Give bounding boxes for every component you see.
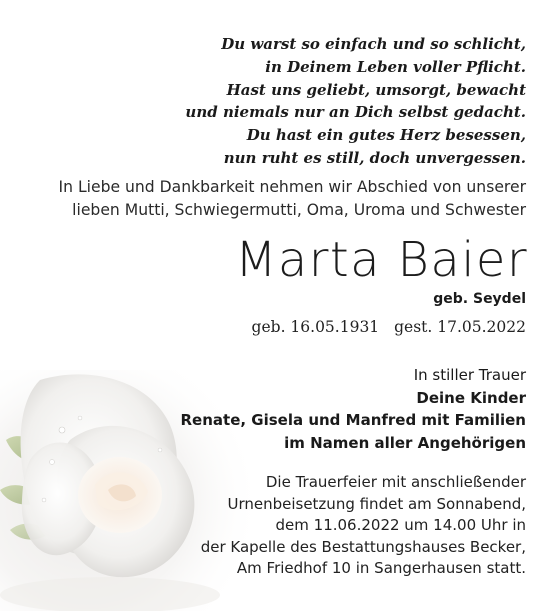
funeral-service-info xyxy=(201,472,526,580)
poem-line: in Deinem Leben voller Pflicht. xyxy=(265,57,526,76)
service-line: Am Friedhof 10 in Sangerhausen statt. xyxy=(236,559,526,578)
intro-line: lieben Mutti, Schwiegermutti, Oma, Uroma und Schwester xyxy=(72,201,526,219)
mourning-phrase: In stiller Trauer xyxy=(413,366,526,384)
service-line: der Kapelle des Bestattungshauses Becker, xyxy=(200,537,526,556)
poem xyxy=(185,33,526,170)
poem-line: und niemals nur an Dich selbst gedacht. xyxy=(185,103,526,122)
poem-line: Du warst so einfach und so schlicht, xyxy=(221,35,526,53)
birth-name: geb. Seydel xyxy=(433,291,526,307)
service-line: Die Trauerfeier mit anschließender xyxy=(265,473,526,491)
life-dates xyxy=(252,316,526,338)
service-line: Urnenbeisetzung findet am Sonnabend, xyxy=(227,494,526,513)
death-date: gest. 17.05.2022 xyxy=(394,318,526,336)
poem-line: Hast uns geliebt, umsorgt, bewacht xyxy=(226,80,526,99)
farewell-intro xyxy=(16,176,526,222)
mourners-heading: Deine Kinder xyxy=(416,388,526,407)
poem-line: Du hast ein gutes Herz besessen, xyxy=(246,126,526,145)
mourners-block xyxy=(181,364,527,455)
poem-line: nun ruht es still, doch unvergessen. xyxy=(223,148,526,167)
mourners-names: Renate, Gisela und Manfred mit Familien xyxy=(180,411,526,430)
birth-date: geb. 16.05.1931 xyxy=(251,318,380,336)
service-line: dem 11.06.2022 um 14.00 Uhr in xyxy=(275,516,526,535)
deceased-name: Marta Baier xyxy=(235,232,528,288)
intro-line: In Liebe und Dankbarkeit nehmen wir Abschied von unserer xyxy=(58,178,526,196)
mourners-relatives: im Namen aller Angehörigen xyxy=(284,434,526,453)
